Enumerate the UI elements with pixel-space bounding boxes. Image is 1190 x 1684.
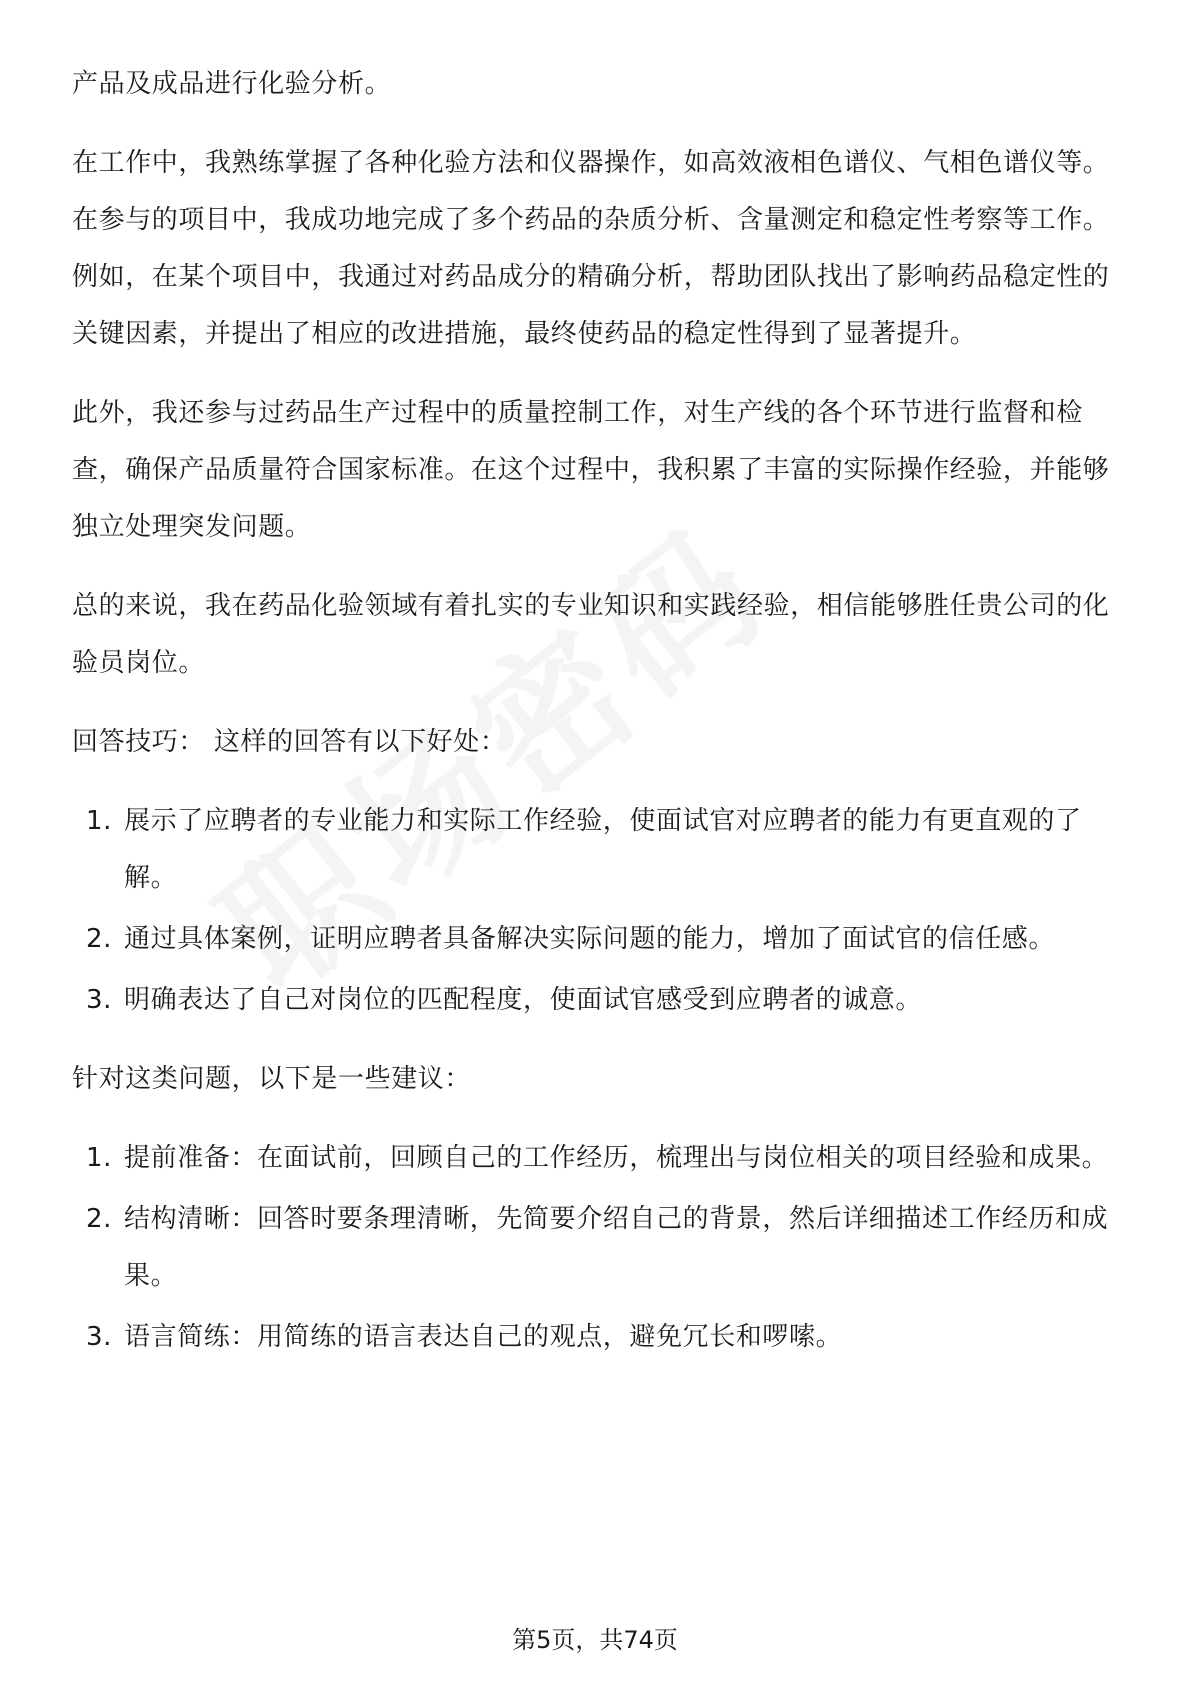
list-number: 3. xyxy=(86,1322,113,1352)
list-item-text: 展示了应聘者的专业能力和实际工作经验，使面试官对应聘者的能力有更直观的了解。 xyxy=(124,806,1082,893)
tips-heading: 回答技巧： 这样的回答有以下好处： xyxy=(72,727,507,757)
list-number: 1. xyxy=(86,1143,113,1173)
list-item-text: 结构清晰：回答时要条理清晰，先简要介绍自己的背景，然后详细描述工作经历和成果。 xyxy=(124,1204,1109,1291)
list-item xyxy=(72,911,1112,968)
list-item xyxy=(72,972,1112,1029)
list-item-text: 通过具体案例，证明应聘者具备解决实际问题的能力，增加了面试官的信任感。 xyxy=(124,924,1056,954)
paragraph: 总的来说，我在药品化验领域有着扎实的专业知识和实践经验，相信能够胜任贵公司的化验员岗位。 xyxy=(72,591,1110,678)
list-item xyxy=(72,1130,1112,1187)
page-number-footer: 第5页，共74页 xyxy=(512,1626,678,1654)
list-item xyxy=(72,1309,1112,1366)
paragraph: 此外，我还参与过药品生产过程中的质量控制工作，对生产线的各个环节进行监督和检查，确保产品质量符合国家标准。在这个过程中，我积累了丰富的实际操作经验，并能够独立处理突发问题。 xyxy=(72,398,1110,542)
list-item xyxy=(72,793,1112,907)
advice-list xyxy=(72,1130,1112,1366)
tips-list xyxy=(72,793,1112,1029)
advice-heading: 针对这类问题，以下是一些建议： xyxy=(72,1064,472,1094)
list-number: 3. xyxy=(86,985,113,1015)
list-item-text: 语言简练：用简练的语言表达自己的观点，避免冗长和啰嗦。 xyxy=(124,1322,843,1352)
list-item-text: 明确表达了自己对岗位的匹配程度，使面试官感受到应聘者的诚意。 xyxy=(124,985,923,1015)
page-content xyxy=(72,56,1112,1388)
list-item xyxy=(72,1191,1112,1305)
paragraph: 在工作中，我熟练掌握了各种化验方法和仪器操作，如高效液相色谱仪、气相色谱仪等。在参与的项目中，我成功地完成了多个药品的杂质分析、含量测定和稳定性考察等工作。例如，在某个项目中，我通过对药品成分的精确分析，帮助团队找出了影响药品稳定性的关键因素，并提出了相应的改进措施，最终使药品的稳定性得到了显著提升。 xyxy=(72,148,1110,349)
list-number: 2. xyxy=(86,924,113,954)
list-number: 2. xyxy=(86,1204,113,1234)
list-number: 1. xyxy=(86,806,113,836)
list-item-text: 提前准备：在面试前，回顾自己的工作经历，梳理出与岗位相关的项目经验和成果。 xyxy=(124,1143,1109,1173)
paragraph: 产品及成品进行化验分析。 xyxy=(72,69,392,99)
